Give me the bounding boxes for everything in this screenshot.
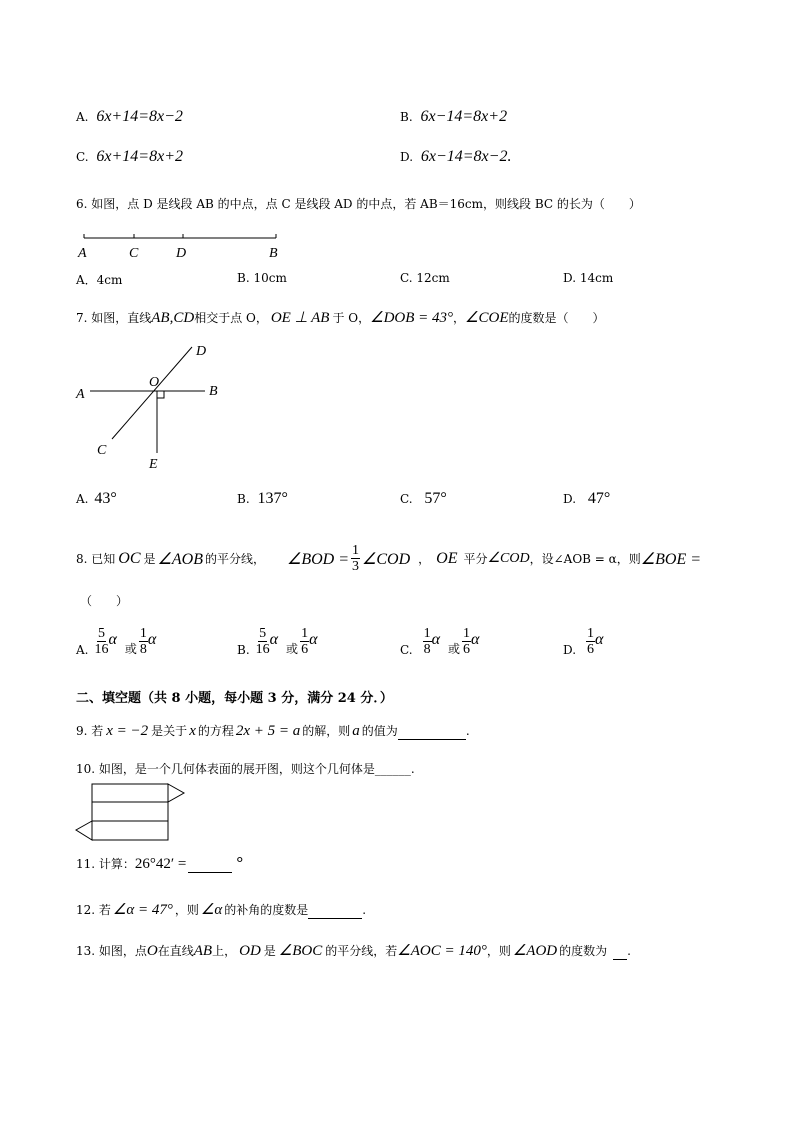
stem-text: 13. 如图，点 bbox=[76, 944, 147, 958]
or-text: 或 bbox=[286, 642, 299, 656]
stem-text: 9. 若 bbox=[76, 724, 104, 738]
alpha: α bbox=[147, 631, 157, 648]
q8-stem bbox=[76, 543, 701, 574]
equation: 6x−14=8x−2. bbox=[420, 148, 512, 165]
stem-text: . bbox=[362, 903, 367, 917]
stem-text: . bbox=[627, 944, 631, 958]
q6-option-c: C. 12cm bbox=[400, 271, 450, 285]
denominator: 6 bbox=[463, 642, 470, 657]
lines-ab-cd: AB,CD bbox=[151, 310, 195, 326]
stem-text: 的平分线，若 bbox=[325, 944, 398, 958]
angle-cod: ∠COD bbox=[487, 551, 530, 566]
stem-text: 的度数是（ ） bbox=[508, 311, 605, 325]
numerator: 1 bbox=[463, 626, 470, 641]
denominator: 8 bbox=[139, 642, 147, 657]
stem-text: ， bbox=[453, 311, 466, 325]
numerator: 1 bbox=[423, 626, 431, 641]
q5-option-b bbox=[400, 108, 507, 126]
numerator: 1 bbox=[587, 626, 595, 641]
alpha: α bbox=[595, 631, 604, 648]
stem-text: 上， bbox=[212, 944, 237, 958]
denominator: 6 bbox=[301, 642, 309, 657]
q6-stem: 6. 如图，点 D 是线段 AB 的中点，点 C 是线段 AD 的中点，若 AB＝16cm，则线段 BC 的长为（ ） bbox=[76, 197, 641, 211]
numerator: 1 bbox=[139, 626, 147, 641]
q6-option-a: A．4cm bbox=[76, 273, 123, 287]
q5-option-d bbox=[400, 148, 511, 166]
numerator: 1 bbox=[301, 626, 309, 641]
q12 bbox=[76, 900, 366, 919]
angle-bod: ∠BOD = bbox=[286, 550, 350, 568]
stem-text: 相交于点 O， bbox=[194, 311, 268, 325]
angle-cod: ∠COD bbox=[362, 550, 411, 568]
q6-option-b: B. 10cm bbox=[237, 271, 287, 285]
point-c-label: C bbox=[129, 246, 139, 261]
point-o-label: O bbox=[149, 375, 160, 390]
point-b-label: B bbox=[269, 246, 278, 261]
math-angle: 26°42′ = bbox=[134, 856, 187, 872]
option-label: A. bbox=[76, 110, 89, 124]
degree-symbol: ° bbox=[236, 853, 244, 872]
q6-option-d: D. 14cm bbox=[563, 271, 614, 285]
stem-text: 的度数为 bbox=[559, 944, 608, 958]
stem-text: 的平分线， bbox=[204, 552, 265, 566]
q5-option-a bbox=[76, 108, 183, 126]
q10-stem: 10. 如图，是一个几何体表面的展开图，则这个几何体是______. bbox=[76, 762, 415, 776]
option-label: C. bbox=[400, 643, 413, 657]
alpha: α bbox=[108, 631, 117, 648]
fraction-one-third bbox=[351, 543, 360, 574]
option-label: C. bbox=[400, 492, 413, 506]
denominator: 16 bbox=[255, 642, 270, 657]
point-e-label: E bbox=[149, 457, 158, 472]
math-angle-boc: ∠BOC bbox=[278, 943, 323, 959]
denominator: 3 bbox=[352, 559, 360, 574]
or-text: 或 bbox=[124, 642, 137, 656]
fraction bbox=[94, 626, 108, 657]
stem-text: ，设∠AOB = α，则 bbox=[529, 552, 641, 566]
stem-text: 的方程 bbox=[197, 724, 234, 738]
math-angle-aod: ∠AOD bbox=[512, 943, 558, 959]
ray-oe: OE bbox=[436, 549, 458, 567]
perp-expression: OE ⊥ AB bbox=[270, 310, 330, 326]
stem-text: 的补角的度数是 bbox=[224, 903, 309, 917]
q10-net-figure bbox=[72, 780, 192, 846]
point-c-label: C bbox=[97, 443, 107, 458]
denominator: 8 bbox=[423, 642, 431, 657]
math-angle-alpha: ∠α bbox=[200, 902, 223, 918]
math-ab: AB bbox=[193, 943, 213, 959]
q11 bbox=[76, 853, 243, 873]
alpha: α bbox=[431, 631, 440, 648]
alpha: α bbox=[269, 631, 279, 648]
q8-paren: （ ） bbox=[80, 594, 129, 608]
stem-text: ，则 bbox=[174, 903, 199, 917]
q7-option-b bbox=[237, 490, 288, 508]
equation: 6x+14=8x−2 bbox=[96, 108, 183, 125]
fraction bbox=[423, 626, 432, 657]
q6-segment-figure bbox=[76, 228, 286, 264]
option-label: C. bbox=[76, 150, 89, 164]
ray-oc: OC bbox=[118, 549, 141, 567]
q7-intersecting-lines-figure bbox=[70, 338, 230, 476]
stem-text: 8. 已知 bbox=[76, 552, 116, 566]
stem-text: 是 bbox=[143, 552, 156, 566]
fraction bbox=[139, 626, 148, 657]
stem-text: 的解，则 bbox=[302, 724, 351, 738]
q8-option-d bbox=[563, 626, 603, 657]
stem-text: 12. 若 bbox=[76, 903, 111, 917]
denominator: 6 bbox=[587, 642, 595, 657]
stem-text: 11. 计算： bbox=[76, 857, 135, 871]
answer-blank[interactable] bbox=[308, 904, 362, 919]
q7-option-d bbox=[563, 490, 610, 508]
numerator: 1 bbox=[352, 543, 360, 558]
alpha: α bbox=[471, 631, 480, 648]
stem-text: ， bbox=[418, 552, 431, 566]
point-b-label: B bbox=[209, 384, 218, 399]
q8-option-c bbox=[400, 626, 479, 657]
answer-blank[interactable] bbox=[398, 725, 466, 740]
stem-text: 在直线 bbox=[157, 944, 194, 958]
or-text: 或 bbox=[447, 642, 460, 656]
math-x-eq: x = −2 bbox=[106, 723, 149, 739]
point-d-label: D bbox=[176, 246, 187, 261]
option-label: D. bbox=[563, 492, 577, 506]
q7-stem bbox=[76, 308, 605, 327]
angle-aob: ∠AOB bbox=[157, 550, 203, 568]
math-angle-aoc: ∠AOC = 140° bbox=[397, 943, 487, 959]
alpha: α bbox=[309, 631, 318, 648]
q13 bbox=[76, 941, 631, 960]
q5-option-c bbox=[76, 148, 183, 166]
stem-text: 是关于 bbox=[151, 724, 188, 738]
point-a-label: A bbox=[78, 246, 87, 261]
option-value: 137° bbox=[257, 490, 288, 507]
stem-text: . bbox=[465, 724, 470, 738]
math-x: x bbox=[189, 723, 196, 739]
math-angle-alpha: ∠α = 47° bbox=[112, 902, 173, 918]
stem-text: ，则 bbox=[486, 944, 511, 958]
angle-boe: ∠BOE = bbox=[640, 550, 702, 568]
fraction bbox=[256, 626, 270, 657]
equation: 6x+14=8x+2 bbox=[96, 148, 183, 165]
option-label: D. bbox=[563, 643, 577, 657]
q7-option-c bbox=[400, 490, 447, 508]
q7-option-a bbox=[76, 490, 117, 508]
stem-text: 于 O， bbox=[332, 311, 371, 325]
stem-text: 7. 如图，直线 bbox=[76, 311, 152, 325]
denominator: 16 bbox=[94, 642, 109, 657]
option-value: 57° bbox=[424, 490, 447, 507]
point-a-label: A bbox=[76, 387, 85, 402]
fraction bbox=[586, 626, 595, 657]
answer-blank[interactable] bbox=[188, 858, 232, 873]
option-label: B. bbox=[237, 492, 250, 506]
numerator: 5 bbox=[97, 626, 105, 641]
math-o: O bbox=[146, 943, 158, 959]
angle-dob: ∠DOB = 43° bbox=[370, 310, 454, 326]
option-value: 43° bbox=[94, 490, 117, 507]
q9 bbox=[76, 722, 470, 740]
stem-text: 是 bbox=[263, 944, 276, 958]
math-a: a bbox=[352, 723, 360, 739]
numerator: 5 bbox=[259, 626, 267, 641]
math-od: OD bbox=[239, 943, 261, 959]
answer-blank[interactable] bbox=[613, 945, 627, 960]
fraction bbox=[462, 626, 471, 657]
fraction bbox=[300, 626, 309, 657]
option-label: B. bbox=[237, 643, 250, 657]
option-label: A. bbox=[76, 643, 89, 657]
option-label: D. bbox=[400, 150, 414, 164]
option-label: B. bbox=[400, 110, 413, 124]
stem-text: 的值为 bbox=[361, 724, 398, 738]
point-d-label: D bbox=[196, 344, 207, 359]
option-value: 47° bbox=[587, 490, 611, 507]
equation: 6x−14=8x+2 bbox=[420, 108, 508, 125]
angle-coe: ∠COE bbox=[465, 310, 509, 326]
math-equation: 2x + 5 = a bbox=[235, 723, 301, 739]
q8-option-b bbox=[237, 626, 317, 657]
option-label: A. bbox=[76, 492, 89, 506]
q8-option-a bbox=[76, 626, 156, 657]
section-heading: 二、填空题（共 8 小题，每小题 3 分，满分 24 分．） bbox=[76, 691, 393, 706]
stem-text: 平分 bbox=[463, 552, 488, 566]
